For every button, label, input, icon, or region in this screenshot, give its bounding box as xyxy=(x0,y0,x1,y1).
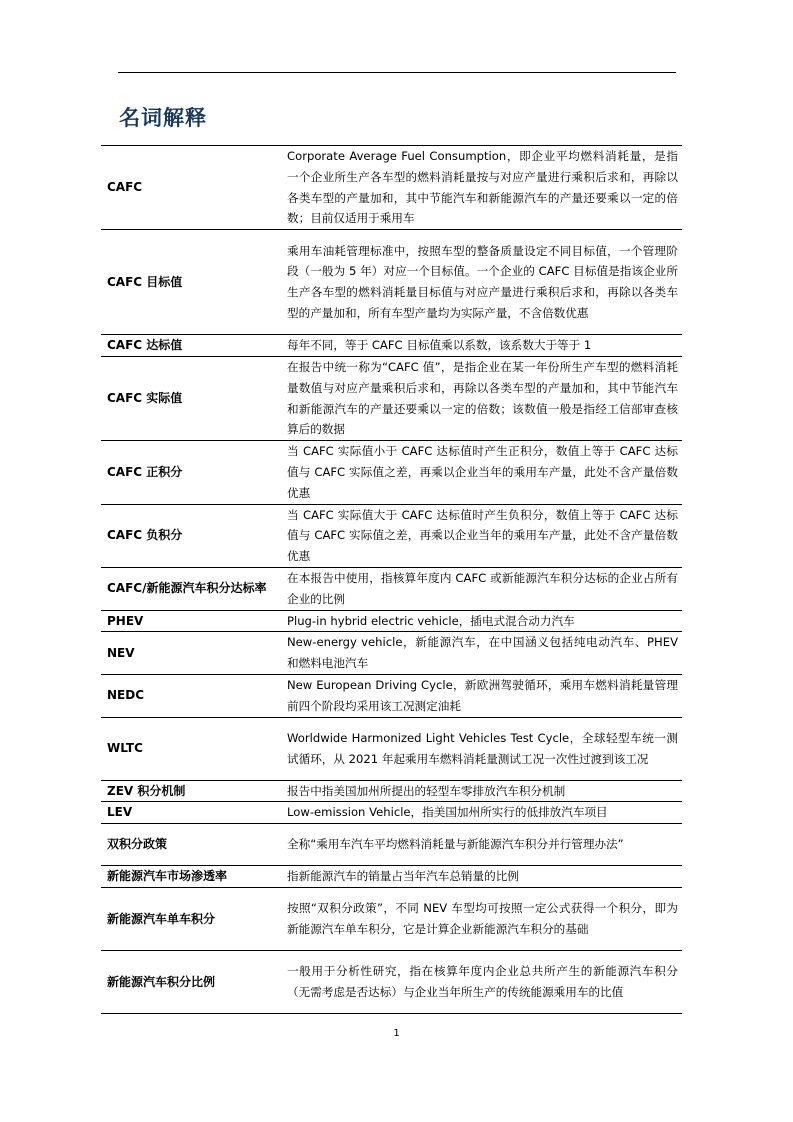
definition-cell: 在报告中统一称为“CAFC 值”，是指企业在某一年份所生产车型的燃料消耗量数值与对应产量乘积后求和，再除以各类车型的产量加和，其中节能汽车和新能源汽车的产量还要乘以一定的倍数；该数值一般是指经工信部审查核算后的数据 xyxy=(282,356,682,440)
term-cell: CAFC 正积分 xyxy=(101,441,282,504)
term-cell: 新能源汽车单车积分 xyxy=(101,887,282,950)
table-row xyxy=(101,866,682,888)
term-cell: PHEV xyxy=(101,610,282,632)
table-row xyxy=(101,887,682,950)
definition-cell: 每年不同，等于 CAFC 目标值乘以系数，该系数大于等于 1 xyxy=(282,335,682,357)
definition-cell: New European Driving Cycle，新欧洲驾驶循环，乘用车燃料消耗量管理前四个阶段均采用该工况测定油耗 xyxy=(282,674,682,717)
table-row xyxy=(101,504,682,567)
definition-cell: 按照“双积分政策”，不同 NEV 车型均可按照一定公式获得一个积分，即为新能源汽车单车积分，它是计算企业新能源汽车积分的基础 xyxy=(282,887,682,950)
page-number: 1 xyxy=(393,1028,400,1039)
table-row xyxy=(101,230,682,335)
definition-cell: 报告中指美国加州所提出的轻型车零排放汽车积分机制 xyxy=(282,780,682,802)
section-heading: 名词解释 xyxy=(119,106,207,130)
definition-cell: 全称“乘用车汽车平均燃料消耗量与新能源汽车积分并行管理办法” xyxy=(282,824,682,866)
table-row xyxy=(101,146,682,230)
table-row xyxy=(101,356,682,440)
table-row xyxy=(101,824,682,866)
table-row xyxy=(101,610,682,632)
term-cell: CAFC 目标值 xyxy=(101,230,282,335)
table-row xyxy=(101,335,682,357)
table-row xyxy=(101,441,682,504)
table-row xyxy=(101,717,682,780)
definition-cell: 当 CAFC 实际值小于 CAFC 达标值时产生正积分，数值上等于 CAFC 达标值与 CAFC 实际值之差，再乘以企业当年的乘用车产量，此处不含产量倍数优惠 xyxy=(282,441,682,504)
term-cell: CAFC 达标值 xyxy=(101,335,282,357)
glossary-table xyxy=(101,145,682,1014)
table-row xyxy=(101,802,682,824)
definition-cell: Plug-in hybrid electric vehicle，插电式混合动力汽车 xyxy=(282,610,682,632)
term-cell: CAFC/新能源汽车积分达标率 xyxy=(101,567,282,610)
term-cell: 新能源汽车积分比例 xyxy=(101,950,282,1013)
definition-cell: 当 CAFC 实际值大于 CAFC 达标值时产生负积分，数值上等于 CAFC 达标值与 CAFC 实际值之差，再乘以企业当年的乘用车产量，此处不含产量倍数优惠 xyxy=(282,504,682,567)
definition-cell: 一般用于分析性研究，指在核算年度内企业总共所产生的新能源汽车积分（无需考虑是否达标）与企业当年所生产的传统能源乘用车的比值 xyxy=(282,950,682,1013)
term-cell: NEDC xyxy=(101,674,282,717)
table-row xyxy=(101,567,682,610)
term-cell: CAFC xyxy=(101,146,282,230)
term-cell: CAFC 负积分 xyxy=(101,504,282,567)
definition-cell: Worldwide Harmonized Light Vehicles Test Cycle，全球轻型车统一测试循环，从 2021 年起乘用车燃料消耗量测试工况一次性过渡到该工况 xyxy=(282,717,682,780)
term-cell: 新能源汽车市场渗透率 xyxy=(101,866,282,888)
definition-cell: Low-emission Vehicle，指美国加州所实行的低排放汽车项目 xyxy=(282,802,682,824)
table-row xyxy=(101,780,682,802)
definition-cell: New-energy vehicle，新能源汽车，在中国涵义包括纯电动汽车、PHEV 和燃料电池汽车 xyxy=(282,632,682,675)
definition-cell: 乘用车油耗管理标准中，按照车型的整备质量设定不同目标值，一个管理阶段（一般为 5 年）对应一个目标值。一个企业的 CAFC 目标值是指该企业所生产各车型的燃料消耗量目标值与对应产量进行乘积后求和，再除以各类车型的产量加和，所有车型产量均为实际产量，不含倍数优惠 xyxy=(282,230,682,335)
term-cell: LEV xyxy=(101,802,282,824)
definition-cell: 在本报告中使用，指核算年度内 CAFC 或新能源汽车积分达标的企业占所有企业的比例 xyxy=(282,567,682,610)
term-cell: ZEV 积分机制 xyxy=(101,780,282,802)
term-cell: CAFC 实际值 xyxy=(101,356,282,440)
table-row xyxy=(101,950,682,1013)
header-rule xyxy=(118,72,676,73)
definition-cell: Corporate Average Fuel Consumption，即企业平均燃料消耗量，是指一个企业所生产各车型的燃料消耗量按与对应产量进行乘积后求和，再除以各类车型的产量加和，其中节能汽车和新能源汽车的产量还要乘以一定的倍数；目前仅适用于乘用车 xyxy=(282,146,682,230)
term-cell: NEV xyxy=(101,632,282,675)
definition-cell: 指新能源汽车的销量占当年汽车总销量的比例 xyxy=(282,866,682,888)
table-row xyxy=(101,674,682,717)
table-row xyxy=(101,632,682,675)
term-cell: 双积分政策 xyxy=(101,824,282,866)
term-cell: WLTC xyxy=(101,717,282,780)
